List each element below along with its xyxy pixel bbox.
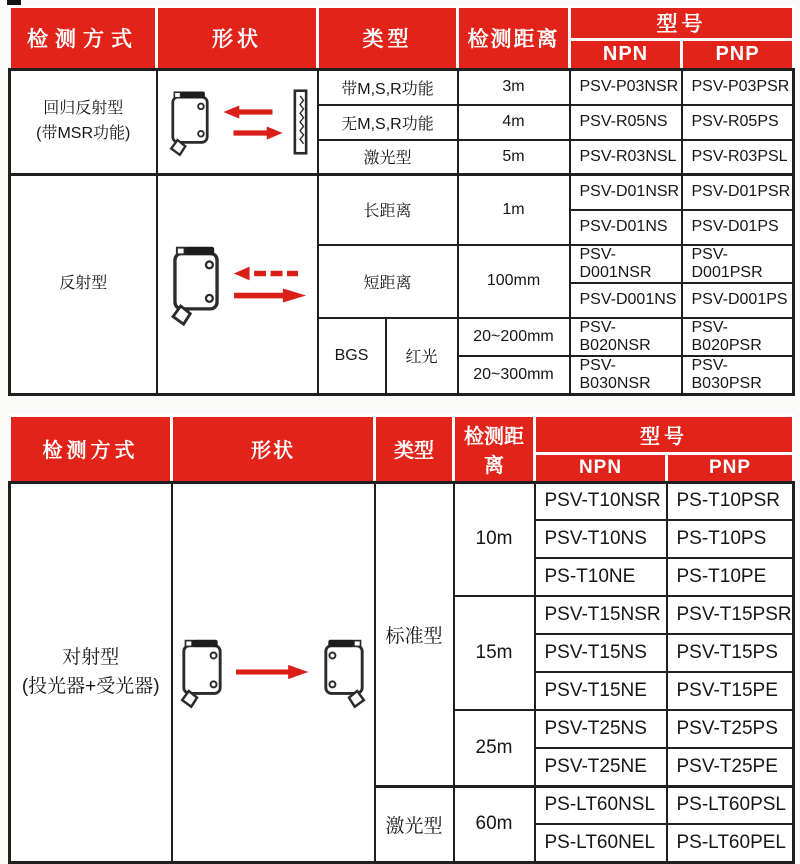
header-detection-distance: 检测距离	[454, 415, 535, 482]
model-npn-cell: PSV-P03NSR	[570, 70, 682, 105]
model-pnp-cell: PSV-T15PS	[667, 634, 794, 672]
model-npn-cell: PS-LT60NEL	[535, 824, 667, 862]
model-pnp-cell: PSV-P03PSR	[682, 70, 794, 105]
model-npn-cell: PSV-T15NS	[535, 634, 667, 672]
model-npn-cell: PS-T10NE	[535, 558, 667, 596]
header-shape: 形状	[172, 415, 375, 482]
model-pnp-cell: PS-LT60PEL	[667, 824, 794, 862]
method-note: (带MSR功能)	[36, 125, 131, 142]
corner-mark	[7, 0, 21, 5]
model-npn-cell: PSV-D001NSR	[570, 245, 682, 283]
method-name: 对射型	[62, 646, 120, 668]
header-detection-method: 检测方式	[10, 415, 172, 482]
model-pnp-cell: PSV-T15PSR	[667, 596, 794, 634]
model-npn-cell: PSV-T25NE	[535, 748, 667, 786]
type-cell: 激光型	[318, 140, 458, 175]
distance-cell: 20~200mm	[458, 318, 570, 356]
model-pnp-cell: PSV-B020PSR	[682, 318, 794, 356]
distance-cell: 25m	[454, 710, 535, 786]
header-detection-distance: 检测距离	[458, 7, 570, 70]
distance-cell: 4m	[458, 105, 570, 140]
model-pnp-cell: PSV-T15PE	[667, 672, 794, 710]
arrow-left-solid-icon	[223, 105, 273, 119]
type-cell: 无M,S,R功能	[318, 105, 458, 140]
type-cell-laser: 激光型	[375, 786, 454, 862]
distance-cell: 1m	[458, 175, 570, 245]
sensor-icon	[168, 240, 224, 328]
type-cell: 带M,S,R功能	[318, 70, 458, 105]
sensor-mirrored-icon	[320, 634, 368, 710]
model-npn-cell: PS-LT60NSL	[535, 786, 667, 824]
model-npn-cell: PSV-D01NS	[570, 210, 682, 245]
model-pnp-cell: PSV-T25PS	[667, 710, 794, 748]
header-npn: NPN	[535, 453, 667, 482]
shape-cell-diffuse	[157, 175, 318, 395]
arrow-right-solid-icon	[233, 126, 283, 140]
table-reflective-sensors	[8, 5, 795, 396]
arrow-right-solid-icon	[236, 664, 310, 680]
sensor-icon	[178, 634, 226, 710]
model-npn-cell: PSV-T10NSR	[535, 482, 667, 520]
method-name: 回归反射型	[43, 100, 124, 118]
model-pnp-cell: PSV-D001PS	[682, 283, 794, 318]
model-npn-cell: PSV-T15NE	[535, 672, 667, 710]
model-npn-cell: PSV-B020NSR	[570, 318, 682, 356]
table-row	[10, 175, 794, 210]
header-model: 型号	[570, 7, 794, 40]
distance-cell: 10m	[454, 482, 535, 596]
model-npn-cell: PSV-D001NS	[570, 283, 682, 318]
method-note: (投光器+受光器)	[21, 676, 160, 697]
arrow-left-dashed-icon	[234, 266, 298, 281]
arrow-right-solid-icon	[234, 288, 306, 303]
type-cell: 长距离	[318, 175, 458, 245]
table-row	[10, 482, 794, 520]
model-pnp-cell: PSV-R03PSL	[682, 140, 794, 175]
distance-cell: 20~300mm	[458, 356, 570, 395]
header-npn: NPN	[570, 40, 682, 70]
model-npn-cell: PSV-R05NS	[570, 105, 682, 140]
distance-cell: 100mm	[458, 245, 570, 318]
model-npn-cell: PSV-T25NS	[535, 710, 667, 748]
method-cell-retroreflective	[10, 70, 157, 175]
reflector-icon	[293, 89, 308, 155]
table-row	[10, 70, 794, 105]
table-throughbeam-sensors	[8, 414, 795, 864]
model-npn-cell: PSV-T15NSR	[535, 596, 667, 634]
model-pnp-cell: PS-T10PS	[667, 520, 794, 558]
model-pnp-cell: PS-T10PE	[667, 558, 794, 596]
model-pnp-cell: PSV-D01PS	[682, 210, 794, 245]
distance-cell: 60m	[454, 786, 535, 862]
shape-cell-retroreflective	[157, 70, 318, 175]
model-pnp-cell: PSV-R05PS	[682, 105, 794, 140]
model-pnp-cell: PS-T10PSR	[667, 482, 794, 520]
model-npn-cell: PSV-T10NS	[535, 520, 667, 558]
model-npn-cell: PSV-D01NSR	[570, 175, 682, 210]
distance-cell: 3m	[458, 70, 570, 105]
model-pnp-cell: PSV-T25PE	[667, 748, 794, 786]
distance-cell: 5m	[458, 140, 570, 175]
header-pnp: PNP	[682, 40, 794, 70]
header-model: 型号	[535, 415, 794, 453]
sensor-icon	[167, 86, 213, 158]
type-light-cell: 红光	[386, 318, 458, 395]
header-pnp: PNP	[667, 453, 794, 482]
header-type: 类型	[318, 7, 458, 70]
model-pnp-cell: PSV-B030PSR	[682, 356, 794, 395]
model-pnp-cell: PSV-D001PSR	[682, 245, 794, 283]
shape-cell-throughbeam	[172, 482, 375, 862]
type-cell-standard: 标准型	[375, 482, 454, 786]
method-cell-throughbeam	[10, 482, 172, 862]
method-cell-diffuse: 反射型	[10, 175, 157, 395]
model-npn-cell: PSV-B030NSR	[570, 356, 682, 395]
header-shape: 形状	[157, 7, 318, 70]
model-npn-cell: PSV-R03NSL	[570, 140, 682, 175]
type-cell: 短距离	[318, 245, 458, 318]
distance-cell: 15m	[454, 596, 535, 710]
model-pnp-cell: PS-LT60PSL	[667, 786, 794, 824]
model-pnp-cell: PSV-D01PSR	[682, 175, 794, 210]
type-bgs-cell: BGS	[318, 318, 386, 395]
header-detection-method: 检测方式	[10, 7, 157, 70]
header-type: 类型	[375, 415, 454, 482]
